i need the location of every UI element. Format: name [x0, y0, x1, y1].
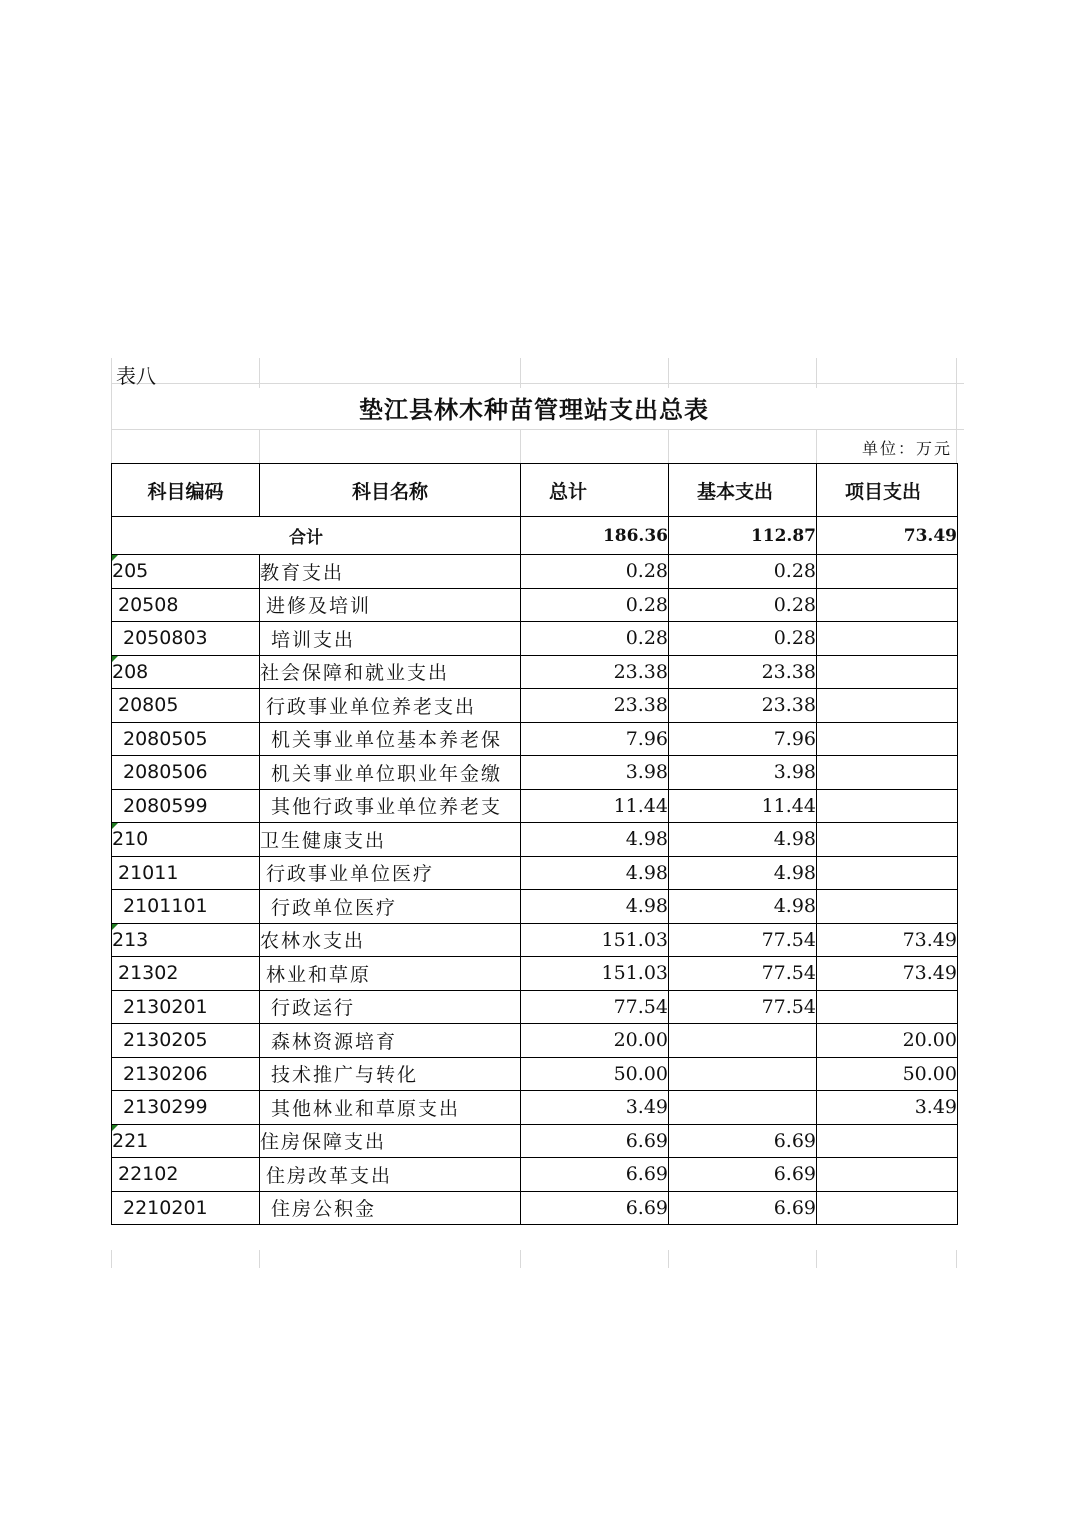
table-row: [112, 856, 958, 890]
grid-line: [111, 429, 964, 430]
subject-name: 行政单位医疗: [271, 896, 398, 919]
table-row: [112, 655, 958, 689]
code-cell: [112, 655, 260, 689]
subject-name: 机关事业单位职业年金缴: [271, 762, 503, 785]
grid-line: [956, 1250, 957, 1268]
grid-line: [668, 429, 669, 463]
subject-code: 20805: [118, 694, 179, 717]
basic-cell: 6.69: [669, 1191, 817, 1225]
basic-cell: [669, 1057, 817, 1091]
subject-code: 210: [112, 828, 149, 851]
basic-cell: 7.96: [669, 722, 817, 756]
table-row: [112, 789, 958, 823]
basic-cell: 0.28: [669, 555, 817, 589]
total-cell: 0.28: [521, 622, 669, 656]
header-name: 科目名称: [260, 464, 521, 517]
table-header-row: [112, 464, 958, 517]
project-cell: 73.49: [817, 923, 958, 957]
total-cell: 3.49: [521, 1091, 669, 1125]
table-row: [112, 1124, 958, 1158]
code-cell: [112, 689, 260, 723]
subject-name: 卫生健康支出: [260, 829, 387, 852]
subject-code: 2130201: [123, 995, 208, 1018]
total-cell: 0.28: [521, 588, 669, 622]
page-title: 垫江县林木种苗管理站支出总表: [359, 396, 709, 424]
subject-name: 培训支出: [271, 628, 356, 651]
total-cell: 3.98: [521, 756, 669, 790]
total-cell: 77.54: [521, 990, 669, 1024]
project-cell: [817, 555, 958, 589]
name-cell: [260, 689, 521, 723]
total-cell: 23.38: [521, 689, 669, 723]
cell-note-marker-icon: [112, 656, 118, 662]
grid-line: [111, 383, 964, 384]
basic-cell: 3.98: [669, 756, 817, 790]
subject-name: 住房公积金: [271, 1198, 377, 1221]
table-row: [112, 622, 958, 656]
code-cell: [112, 722, 260, 756]
grid-line: [668, 1250, 669, 1268]
name-cell: [260, 1124, 521, 1158]
name-cell: [260, 1024, 521, 1058]
name-cell: [260, 1091, 521, 1125]
project-cell: [817, 789, 958, 823]
basic-cell: [669, 1091, 817, 1125]
table-row: [112, 1158, 958, 1192]
total-cell: 0.28: [521, 555, 669, 589]
subject-name: 其他林业和草原支出: [271, 1097, 461, 1120]
subject-name: 林业和草原: [266, 963, 372, 986]
code-cell: [112, 789, 260, 823]
project-cell: [817, 856, 958, 890]
table-row: [112, 1091, 958, 1125]
subject-code: 2130206: [123, 1062, 208, 1085]
name-cell: [260, 923, 521, 957]
subject-code: 21011: [118, 861, 179, 884]
basic-cell: 77.54: [669, 923, 817, 957]
code-cell: [112, 756, 260, 790]
code-cell: [112, 588, 260, 622]
sheet-label: 表八: [116, 364, 156, 388]
subject-code: 2050803: [123, 627, 208, 650]
code-cell: [112, 890, 260, 924]
project-cell: [817, 655, 958, 689]
total-cell: 4.98: [521, 823, 669, 857]
project-cell: [817, 622, 958, 656]
basic-cell: 4.98: [669, 890, 817, 924]
table-row: [112, 722, 958, 756]
total-cell: 6.69: [521, 1124, 669, 1158]
subject-code: 208: [112, 660, 149, 683]
basic-cell: 0.28: [669, 622, 817, 656]
name-cell: [260, 957, 521, 991]
project-cell: [817, 1158, 958, 1192]
subject-code: 205: [112, 560, 149, 583]
total-cell: 6.69: [521, 1191, 669, 1225]
subject-name: 住房改革支出: [266, 1164, 393, 1187]
total-cell: 4.98: [521, 856, 669, 890]
grid-line: [111, 1250, 112, 1268]
project-cell: [817, 823, 958, 857]
table-row: [112, 588, 958, 622]
name-cell: [260, 722, 521, 756]
name-cell: [260, 588, 521, 622]
table-row: [112, 890, 958, 924]
basic-cell: 11.44: [669, 789, 817, 823]
subject-name: 社会保障和就业支出: [260, 662, 450, 685]
header-basic: 基本支出: [669, 464, 817, 517]
table-row: [112, 990, 958, 1024]
project-cell: 3.49: [817, 1091, 958, 1125]
total-cell: 7.96: [521, 722, 669, 756]
code-cell: [112, 1124, 260, 1158]
summary-row: [112, 517, 958, 555]
subject-name: 农林水支出: [260, 930, 366, 953]
code-cell: [112, 923, 260, 957]
subject-code: 2080505: [123, 727, 208, 750]
code-cell: [112, 622, 260, 656]
project-cell: [817, 1124, 958, 1158]
table-row: [112, 756, 958, 790]
summary-basic: 112.87: [669, 517, 817, 555]
subject-name: 住房保障支出: [260, 1131, 387, 1154]
basic-cell: 6.69: [669, 1124, 817, 1158]
name-cell: [260, 1191, 521, 1225]
project-cell: [817, 756, 958, 790]
table-row: [112, 923, 958, 957]
total-cell: 23.38: [521, 655, 669, 689]
basic-cell: 77.54: [669, 990, 817, 1024]
code-cell: [112, 957, 260, 991]
subject-code: 2210201: [123, 1196, 208, 1219]
subject-code: 2101101: [123, 895, 208, 918]
grid-line: [956, 358, 957, 463]
cell-note-marker-icon: [112, 823, 118, 829]
basic-cell: 6.69: [669, 1158, 817, 1192]
subject-name: 教育支出: [260, 561, 345, 584]
table-row: [112, 555, 958, 589]
table-row: [112, 1191, 958, 1225]
basic-cell: 4.98: [669, 856, 817, 890]
total-cell: 6.69: [521, 1158, 669, 1192]
subject-code: 213: [112, 928, 149, 951]
grid-line: [816, 1250, 817, 1268]
project-cell: 50.00: [817, 1057, 958, 1091]
subject-code: 20508: [118, 593, 179, 616]
subject-name: 行政事业单位养老支出: [266, 695, 477, 718]
subject-name: 行政事业单位医疗: [266, 863, 435, 886]
name-cell: [260, 1158, 521, 1192]
summary-project: 73.49: [817, 517, 958, 555]
grid-line: [816, 429, 817, 463]
cell-note-marker-icon: [112, 924, 118, 930]
subject-name: 森林资源培育: [271, 1030, 398, 1053]
subject-code: 22102: [118, 1163, 179, 1186]
project-cell: [817, 990, 958, 1024]
table-row: [112, 689, 958, 723]
subject-code: 2080506: [123, 761, 208, 784]
basic-cell: 4.98: [669, 823, 817, 857]
name-cell: [260, 789, 521, 823]
total-cell: 11.44: [521, 789, 669, 823]
subject-name: 行政运行: [271, 997, 356, 1020]
code-cell: [112, 1158, 260, 1192]
name-cell: [260, 1057, 521, 1091]
subject-code: 2080599: [123, 794, 208, 817]
name-cell: [260, 856, 521, 890]
table-row: [112, 1057, 958, 1091]
total-cell: 151.03: [521, 957, 669, 991]
grid-line: [259, 429, 260, 463]
grid-line: [259, 1250, 260, 1268]
table-row: [112, 957, 958, 991]
subject-name: 机关事业单位基本养老保: [271, 729, 503, 752]
subject-code: 221: [112, 1129, 149, 1152]
name-cell: [260, 756, 521, 790]
project-cell: 20.00: [817, 1024, 958, 1058]
name-cell: [260, 890, 521, 924]
name-cell: [260, 655, 521, 689]
basic-cell: 23.38: [669, 655, 817, 689]
header-code: 科目编码: [112, 464, 260, 517]
subject-name: 其他行政事业单位养老支: [271, 796, 503, 819]
project-cell: 73.49: [817, 957, 958, 991]
project-cell: [817, 588, 958, 622]
total-cell: 151.03: [521, 923, 669, 957]
code-cell: [112, 1091, 260, 1125]
code-cell: [112, 1191, 260, 1225]
cell-note-marker-icon: [112, 1125, 118, 1131]
code-cell: [112, 823, 260, 857]
name-cell: [260, 622, 521, 656]
code-cell: [112, 990, 260, 1024]
project-cell: [817, 890, 958, 924]
code-cell: [112, 1024, 260, 1058]
grid-line: [520, 429, 521, 463]
project-cell: [817, 722, 958, 756]
summary-total: 186.36: [521, 517, 669, 555]
header-total: 总计: [521, 464, 669, 517]
total-cell: 4.98: [521, 890, 669, 924]
expenditure-table: [111, 463, 958, 1225]
subject-code: 2130299: [123, 1096, 208, 1119]
basic-cell: 77.54: [669, 957, 817, 991]
name-cell: [260, 990, 521, 1024]
name-cell: [260, 555, 521, 589]
basic-cell: [669, 1024, 817, 1058]
subject-code: 21302: [118, 962, 179, 985]
basic-cell: 0.28: [669, 588, 817, 622]
name-cell: [260, 823, 521, 857]
project-cell: [817, 689, 958, 723]
summary-label: 合计: [112, 517, 521, 555]
basic-cell: 23.38: [669, 689, 817, 723]
grid-line: [520, 1250, 521, 1268]
subject-name: 技术推广与转化: [271, 1064, 419, 1087]
total-cell: 20.00: [521, 1024, 669, 1058]
code-cell: [112, 1057, 260, 1091]
cell-note-marker-icon: [112, 555, 118, 561]
table-row: [112, 823, 958, 857]
unit-label: 单位：万元: [861, 439, 952, 458]
code-cell: [112, 856, 260, 890]
table-row: [112, 1024, 958, 1058]
project-cell: [817, 1191, 958, 1225]
subject-code: 2130205: [123, 1029, 208, 1052]
header-project: 项目支出: [817, 464, 958, 517]
code-cell: [112, 555, 260, 589]
subject-name: 进修及培训: [266, 595, 372, 618]
total-cell: 50.00: [521, 1057, 669, 1091]
